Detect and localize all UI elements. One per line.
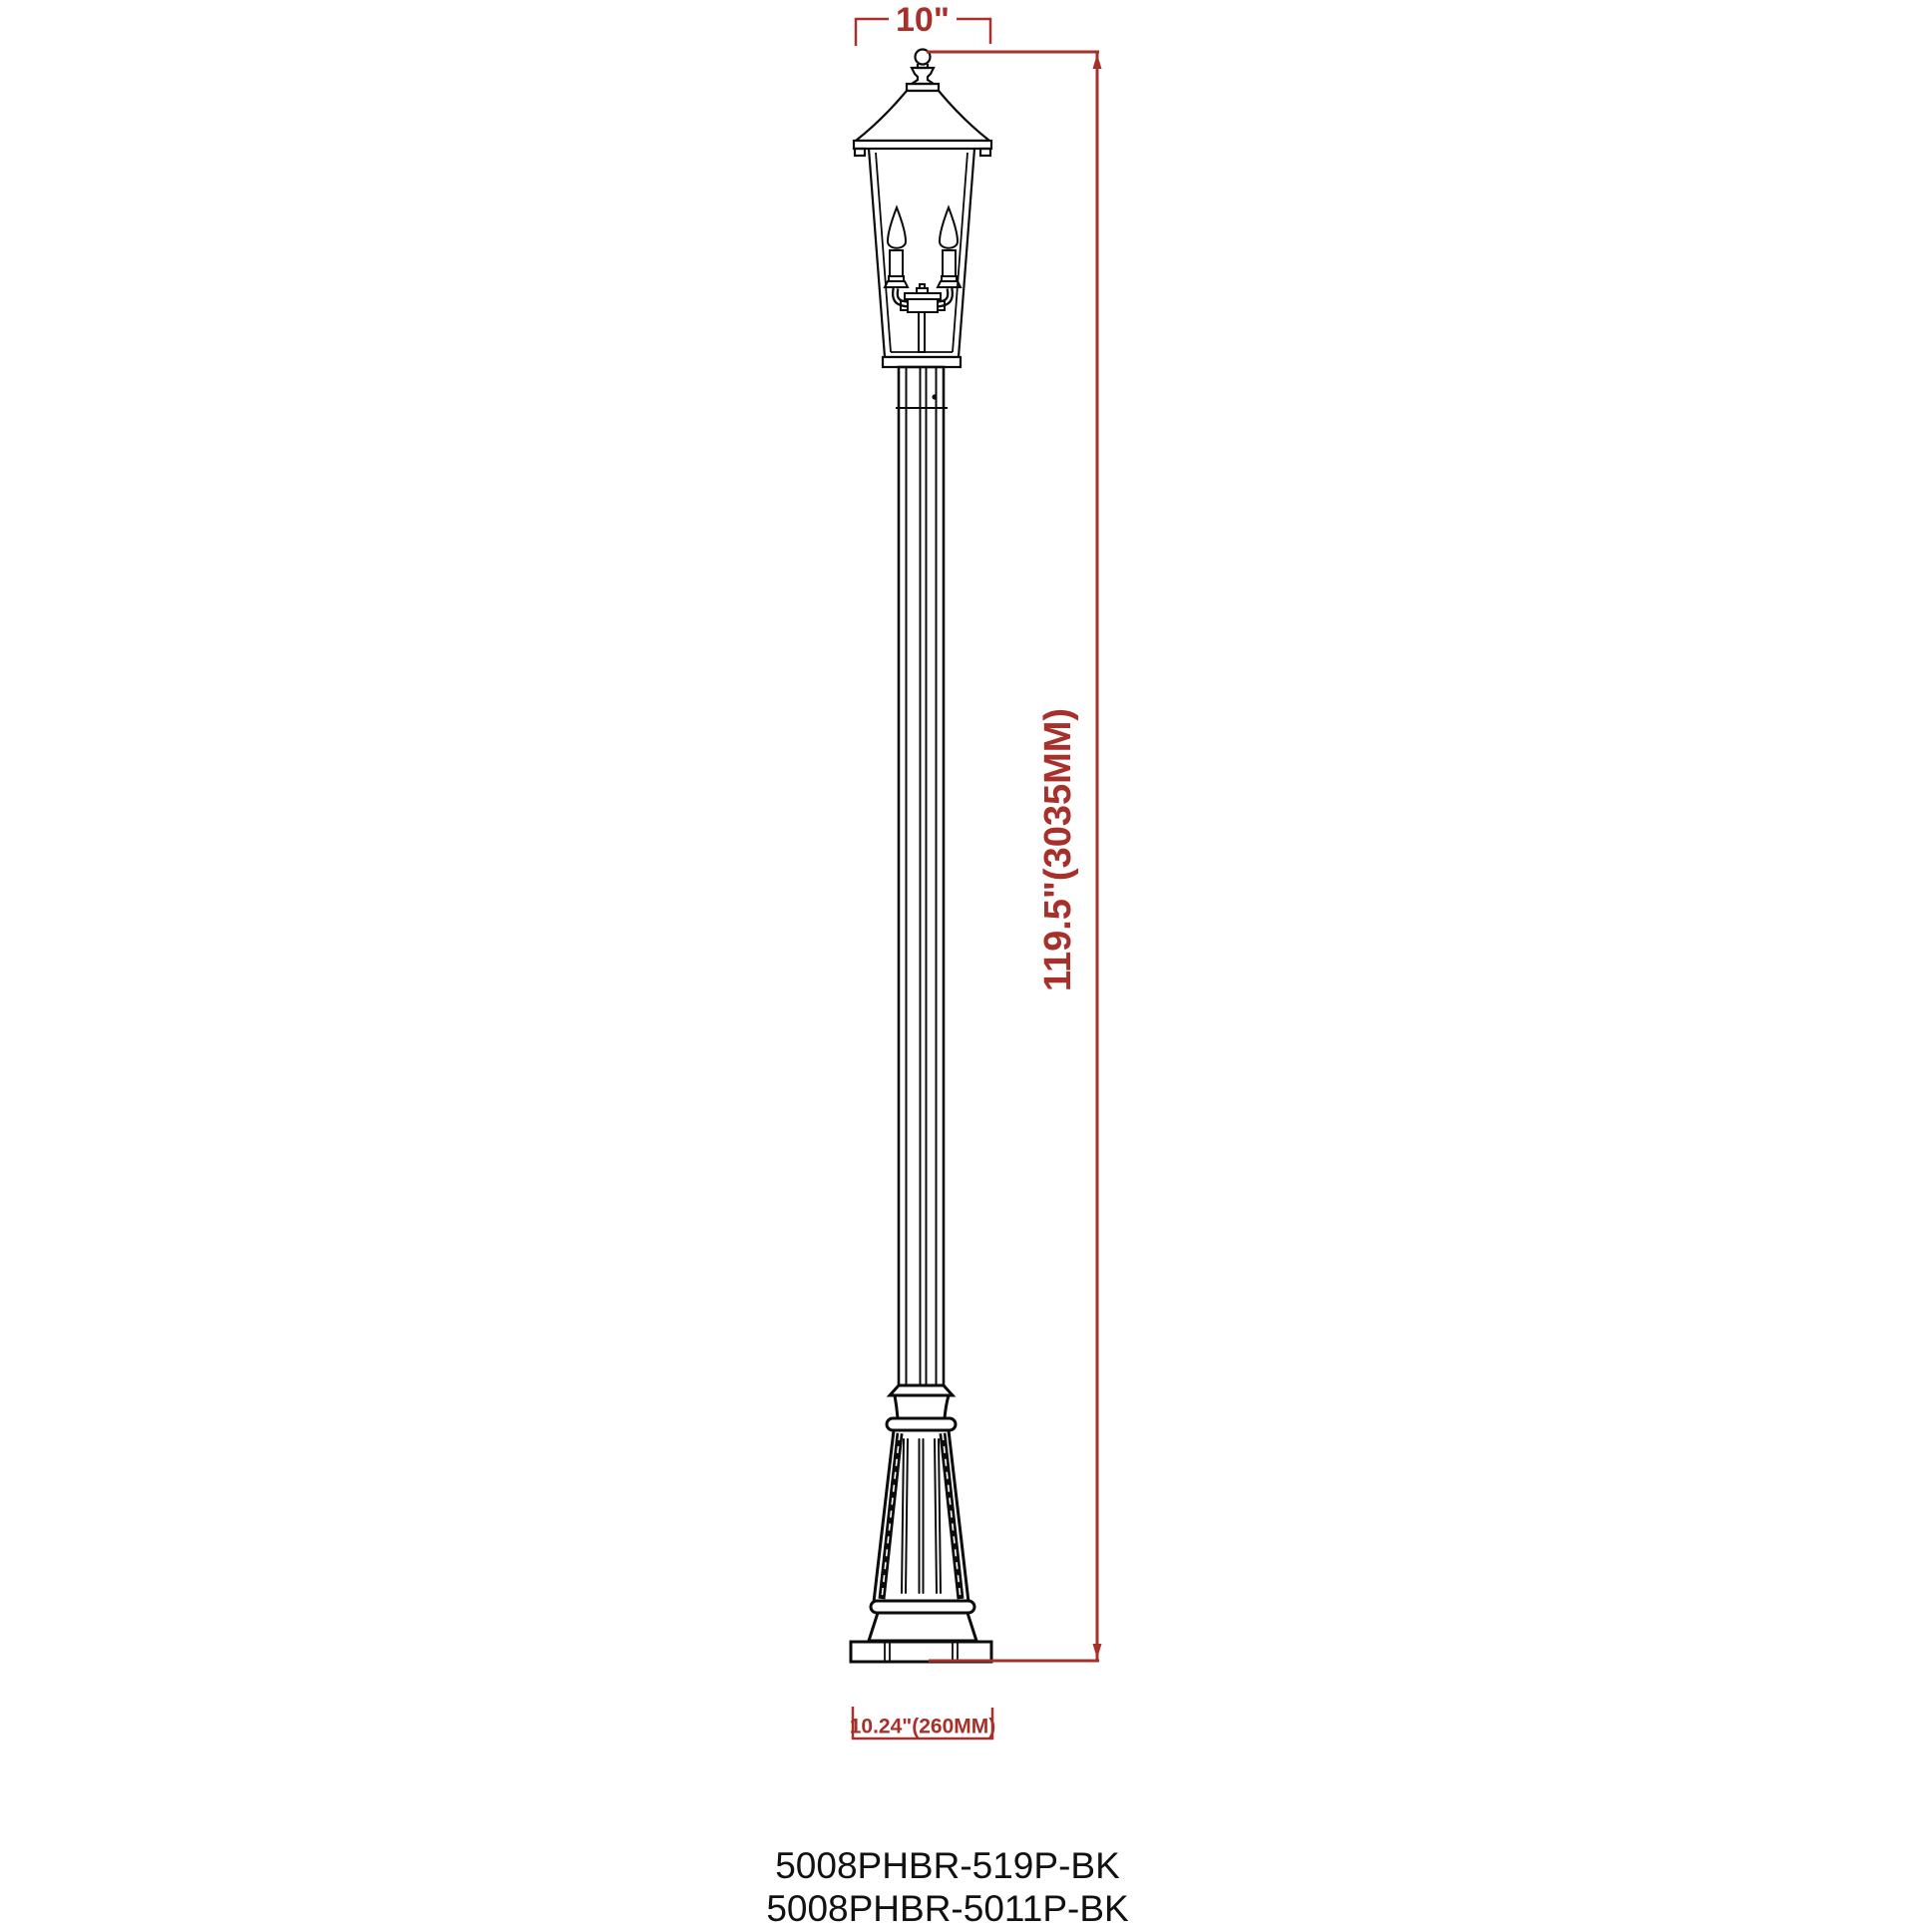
flame-right-icon <box>940 207 958 248</box>
rim-tab-right <box>980 149 990 156</box>
model-number-line-1: 5008PHBR-519P-BK <box>775 1845 1120 1886</box>
base-width-dimension-label: 10.24"(260MM) <box>849 1715 996 1739</box>
base-neck <box>895 1395 949 1418</box>
flame-left-icon <box>888 207 906 248</box>
model-number-line-2: 5008PHBR-5011P-BK <box>766 1888 1129 1929</box>
base-ring-top <box>887 1418 956 1430</box>
lantern-head <box>854 50 991 368</box>
lantern-bottom-plate <box>883 357 961 367</box>
base-plinth <box>851 1642 991 1662</box>
base-ring-bottom <box>871 1601 974 1613</box>
rim-tab-left <box>855 149 865 156</box>
width-dimension-label: 10" <box>889 3 957 37</box>
arrow-up-icon <box>1093 54 1102 69</box>
candle-right <box>938 250 961 287</box>
arrow-down-icon <box>1093 1644 1102 1659</box>
roof-rim <box>854 141 991 149</box>
post <box>896 367 948 1385</box>
roof <box>856 91 989 141</box>
base-skirt <box>869 1613 976 1641</box>
candle-left <box>885 250 908 287</box>
base <box>851 1385 991 1662</box>
candle-cluster <box>885 207 961 352</box>
socket-hub <box>901 284 945 352</box>
set-screw <box>932 394 937 399</box>
finial <box>907 50 939 92</box>
glass-body <box>869 149 974 357</box>
height-dimension-label: 119.5"(3035MM) <box>1037 707 1079 992</box>
model-numbers <box>766 1844 1128 1930</box>
